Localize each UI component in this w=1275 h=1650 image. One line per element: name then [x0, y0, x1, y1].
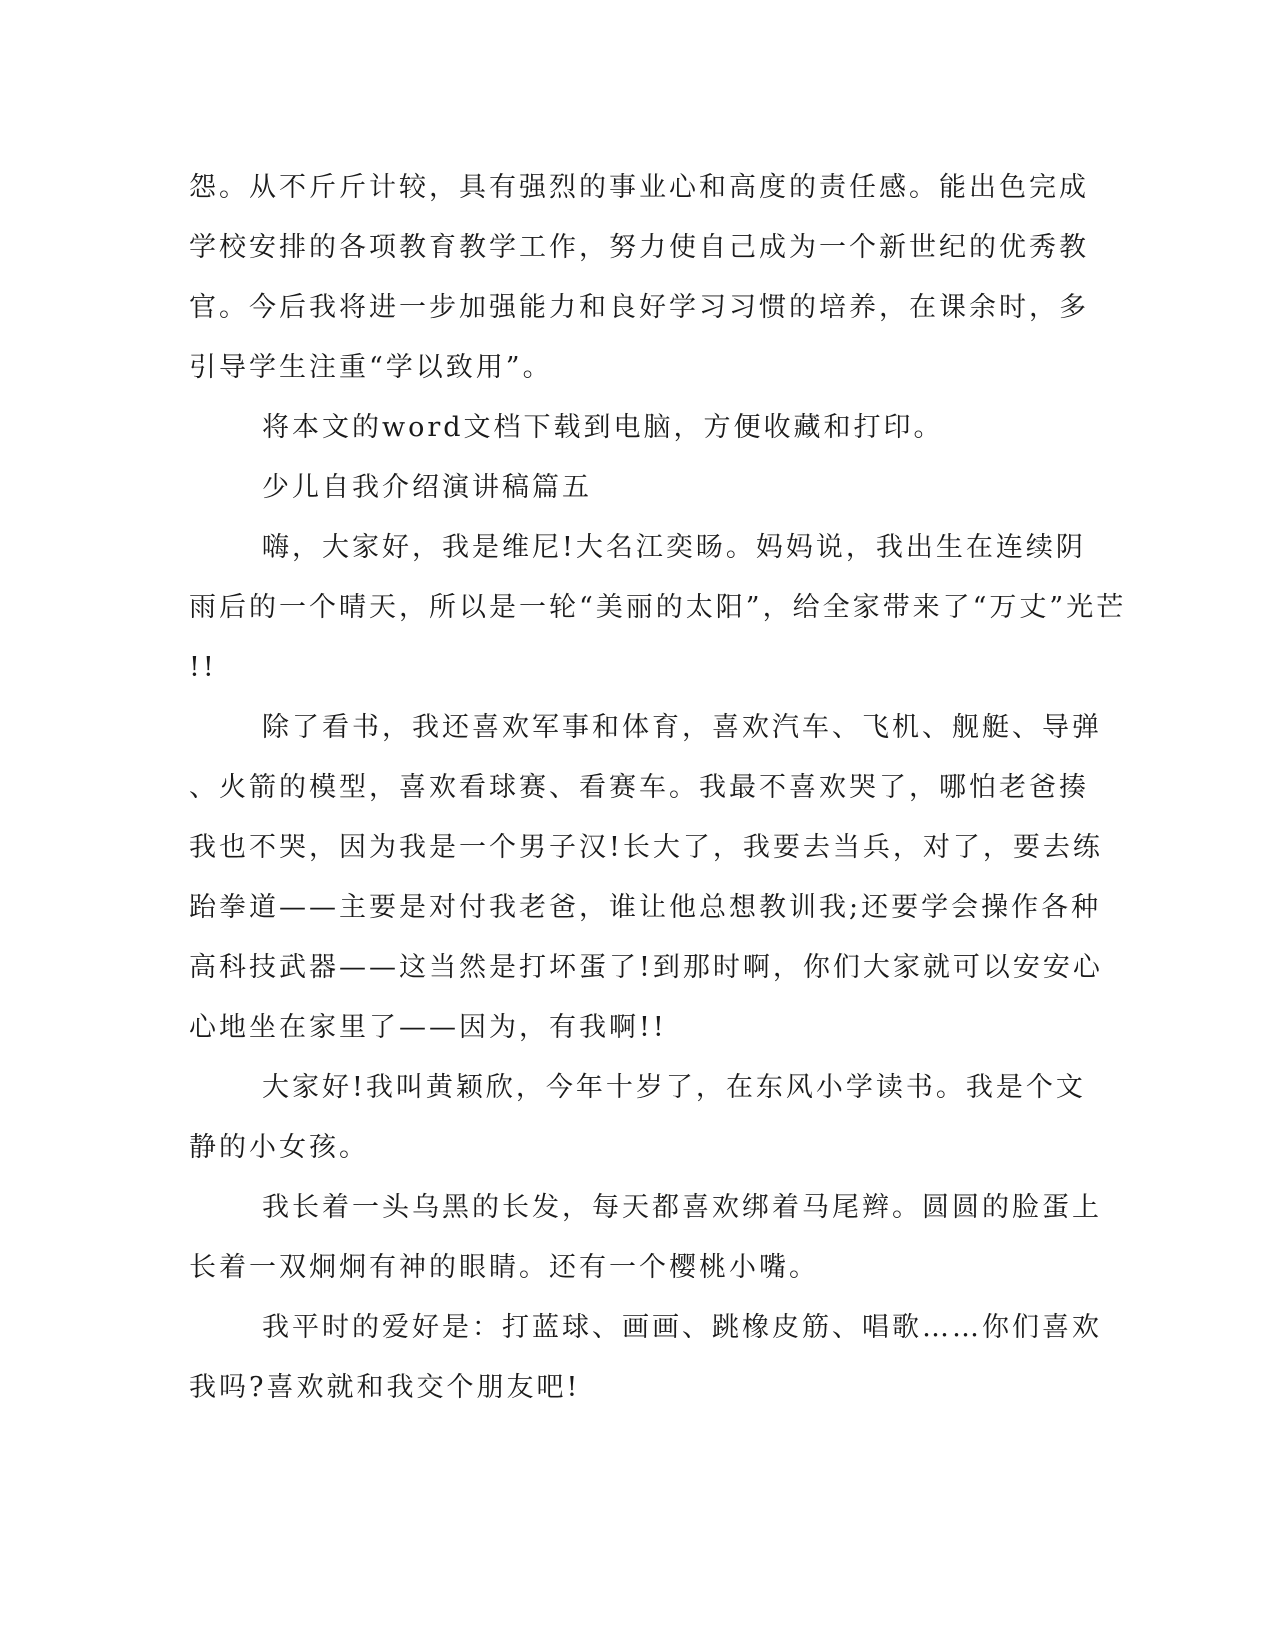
text-line: 我吗?喜欢就和我交个朋友吧! [189, 1372, 581, 1403]
text-line: 、火箭的模型，喜欢看球赛、看赛车。我最不喜欢哭了，哪怕老爸揍 [189, 772, 1089, 803]
text-line: 长着一双炯炯有神的眼睛。还有一个樱桃小嘴。 [189, 1252, 819, 1283]
text-line: 我也不哭，因为我是一个男子汉!长大了，我要去当兵，对了，要去练 [189, 832, 1103, 863]
text-line: 将本文的word文档下载到电脑，方便收藏和打印。 [262, 412, 944, 443]
text-line: 官。今后我将进一步加强能力和良好学习习惯的培养，在课余时，多 [189, 292, 1089, 323]
text-line: 高科技武器——这当然是打坏蛋了!到那时啊，你们大家就可以安安心 [189, 952, 1103, 983]
text-line: 怨。从不斤斤计较，具有强烈的事业心和高度的责任感。能出色完成 [189, 172, 1089, 203]
text-line: 学校安排的各项教育教学工作，努力使自己成为一个新世纪的优秀教 [189, 232, 1089, 263]
text-line: 心地坐在家里了——因为，有我啊!! [189, 1012, 667, 1043]
section-heading: 少儿自我介绍演讲稿篇五 [262, 472, 592, 503]
text-line: 嗨，大家好，我是维尼!大名江奕旸。妈妈说，我出生在连续阴 [262, 532, 1086, 563]
text-line: 大家好!我叫黄颖欣，今年十岁了，在东风小学读书。我是个文 [262, 1072, 1086, 1103]
text-line: 除了看书，我还喜欢军事和体育，喜欢汽车、飞机、舰艇、导弹 [262, 712, 1102, 743]
text-line: 静的小女孩。 [189, 1132, 369, 1163]
text-line: 我平时的爱好是：打蓝球、画画、跳橡皮筋、唱歌……你们喜欢 [262, 1312, 1102, 1343]
text-line: !! [189, 652, 217, 683]
text-line: 我长着一头乌黑的长发，每天都喜欢绑着马尾辫。圆圆的脸蛋上 [262, 1192, 1102, 1223]
text-line: 雨后的一个晴天，所以是一轮“美丽的太阳”，给全家带来了“万丈”光芒 [189, 592, 1127, 623]
text-line: 引导学生注重“学以致用”。 [189, 352, 553, 383]
text-line: 跆拳道——主要是对付我老爸，谁让他总想教训我;还要学会操作各种 [189, 892, 1102, 923]
